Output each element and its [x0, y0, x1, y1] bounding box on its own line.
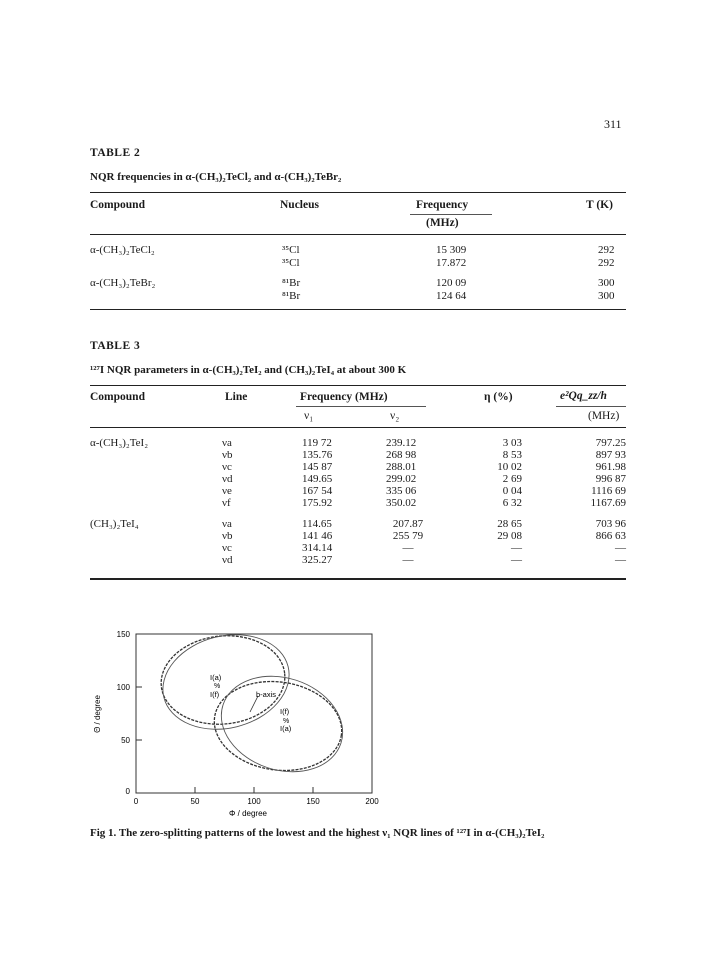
- table3-nu2-1: [386, 437, 416, 509]
- line-label: νa: [222, 437, 232, 449]
- table3-header-frequency: Frequency (MHz): [300, 391, 388, 403]
- table3-nu2-2: [386, 518, 430, 566]
- table2-freq-underline: [410, 214, 492, 215]
- left-loop-f: [153, 628, 299, 742]
- nu1-value: 119 72: [302, 437, 332, 449]
- eta-value: 8 53: [502, 449, 522, 461]
- line-label: νb: [222, 449, 233, 461]
- nu2-value: —: [402, 542, 414, 554]
- table3-nu1-2: [302, 518, 332, 566]
- x-tick-label: 200: [365, 797, 379, 806]
- table2-caption: NQR frequencies in α-(CH₃)₂TeCl₂ and α-(CH₃)₂TeBr₂: [90, 171, 342, 183]
- table3-header-compound: Compound: [90, 391, 145, 403]
- line-label: νa: [222, 518, 232, 530]
- x-tick-label: 100: [247, 797, 261, 806]
- nu1-value: 141 46: [302, 530, 333, 542]
- nu2-value: 335 06: [386, 485, 417, 497]
- table2-temp-2a: 300: [598, 277, 615, 289]
- table2-temp-1a: 292: [598, 244, 615, 256]
- annotation-right-a: I(a): [280, 724, 292, 733]
- nu1-value: 149.65: [302, 473, 333, 485]
- coupling-value: 797.25: [595, 437, 626, 449]
- right-loop-f: [208, 674, 347, 779]
- line-label: νe: [222, 485, 232, 497]
- nu1-value: 325.27: [302, 554, 333, 566]
- eta-value: 2 69: [502, 473, 522, 485]
- table2-freq-1a: 15 309: [436, 244, 467, 256]
- table3-coupling-2: [560, 518, 626, 566]
- table3-coupling-1: [560, 437, 626, 509]
- table2-temp-1b: 292: [598, 257, 615, 269]
- y-tick-label: 100: [116, 683, 130, 692]
- line-label: νd: [222, 473, 233, 485]
- coupling-value: 1116 69: [591, 485, 626, 497]
- table3-coupling-underline: [556, 406, 626, 407]
- eta-value: 10 02: [497, 461, 522, 473]
- annotation-axis: b-axis: [256, 690, 277, 699]
- line-label: νc: [222, 542, 232, 554]
- nu2-value: 299.02: [386, 473, 417, 485]
- nu1-value: 314.14: [302, 542, 333, 554]
- table2-header-nucleus: Nucleus: [280, 199, 319, 211]
- table2-nucleus-1b: ³⁵Cl: [282, 257, 300, 269]
- line-label: νf: [222, 497, 231, 509]
- annotation-right-f: I(f): [280, 707, 290, 716]
- table2-header-temperature: T (K): [586, 199, 613, 211]
- left-loop-a: [157, 630, 290, 730]
- table2-freq-1b: 17.872: [436, 257, 467, 269]
- y-tick-label: 0: [125, 787, 130, 796]
- table3-header-coupling-unit: (MHz): [588, 410, 620, 422]
- table3-compound-2: (CH₃)₂TeI₄: [90, 518, 139, 530]
- annotation-left-f: I(f): [210, 690, 220, 699]
- annotation-right-symbol: %: [283, 718, 290, 725]
- eta-value: 0 04: [502, 485, 522, 497]
- eta-value: 29 08: [497, 530, 522, 542]
- table3-header-nu2: ν₂: [390, 410, 400, 422]
- table2-header-frequency: Frequency: [416, 199, 469, 211]
- figure-caption: Fig 1. The zero-splitting patterns of the lowest and the highest ν₁ NQR lines of ¹²⁷I in α-(CH₃)₂TeI₂: [90, 827, 545, 839]
- table3-freq-underline: [296, 406, 426, 407]
- table3-lines-1: [222, 437, 232, 509]
- table2-bottom-rule: [90, 309, 626, 310]
- table3-header-rule: [90, 427, 626, 428]
- figure-plot: [90, 628, 380, 820]
- table2-title: TABLE 2: [90, 147, 141, 159]
- nu1-value: 135.76: [302, 449, 333, 461]
- line-label: νb: [222, 530, 233, 542]
- x-tick-label: 150: [306, 797, 320, 806]
- table2-temp-2b: 300: [598, 290, 615, 302]
- nu2-value: —: [402, 554, 414, 566]
- nu2-value: 239.12: [386, 437, 417, 449]
- line-label: νd: [222, 554, 233, 566]
- nu1-value: 167 54: [302, 485, 333, 497]
- x-tick-label: 50: [190, 797, 200, 806]
- table2-compound-2: α-(CH₃)₂TeBr₂: [90, 277, 156, 289]
- table3-lines-2: [222, 518, 232, 566]
- table3-eta-2: [474, 518, 522, 566]
- table2-header-frequency-unit: (MHz): [426, 217, 459, 229]
- eta-value: —: [511, 554, 522, 566]
- table2-compound-1: α-(CH₃)₂TeCl₂: [90, 244, 155, 256]
- table3-header-eta: η (%): [484, 391, 513, 403]
- eta-value: 28 65: [497, 518, 522, 530]
- coupling-value: 1167.69: [590, 497, 626, 509]
- annotation-left-a: I(a): [210, 673, 222, 682]
- nu2-value: 268 98: [386, 449, 417, 461]
- y-tick-label: 50: [121, 736, 130, 745]
- table3-top-rule: [90, 385, 626, 386]
- table3-header-coupling: e²Qq_zz/h: [560, 390, 607, 402]
- nu2-value: 255 79: [392, 530, 424, 542]
- table3-eta-1: [474, 437, 522, 509]
- table3-bottom-rule: [90, 578, 626, 580]
- nu2-value: 288.01: [386, 461, 417, 473]
- nu1-value: 175.92: [302, 497, 333, 509]
- table2-top-rule: [90, 192, 626, 193]
- coupling-value: 866 63: [595, 530, 626, 542]
- y-axis-label: Θ / degree: [93, 695, 102, 733]
- eta-value: —: [511, 542, 522, 554]
- nu1-value: 145 87: [302, 461, 333, 473]
- coupling-value: 897 93: [595, 449, 626, 461]
- table2-header-rule: [90, 234, 626, 235]
- nu1-value: 114.65: [302, 518, 332, 530]
- nu2-value: 350.02: [386, 497, 417, 509]
- coupling-value: —: [615, 542, 626, 554]
- page-number: 311: [604, 117, 622, 131]
- table3-header-nu1: ν₁: [304, 410, 314, 422]
- table3-header-line: Line: [225, 391, 248, 403]
- table2-nucleus-2b: ⁸¹Br: [282, 290, 301, 302]
- table3-nu1-1: [302, 437, 332, 509]
- annotation-left-symbol: %: [214, 683, 221, 690]
- table2-freq-2a: 120 09: [436, 277, 467, 289]
- x-tick-label: 0: [133, 797, 139, 806]
- table3-compound-1: α-(CH₃)₂TeI₂: [90, 437, 149, 449]
- nu2-value: 207.87: [392, 518, 424, 530]
- table2-header-compound: Compound: [90, 199, 145, 211]
- coupling-value: 961.98: [595, 461, 626, 473]
- table2-nucleus-2a: ⁸¹Br: [282, 277, 301, 289]
- table3-title: TABLE 3: [90, 340, 141, 352]
- coupling-value: 703 96: [595, 518, 626, 530]
- line-label: νc: [222, 461, 232, 473]
- y-tick-label: 150: [116, 630, 130, 639]
- table3-caption: ¹²⁷I NQR parameters in α-(CH₃)₂TeI₂ and (CH₃)₂TeI₄ at about 300 K: [90, 364, 407, 376]
- table2-freq-2b: 124 64: [436, 290, 467, 302]
- table2-nucleus-1a: ³⁵Cl: [282, 244, 300, 256]
- x-axis-label: Φ / degree: [229, 809, 267, 818]
- coupling-value: 996 87: [595, 473, 626, 485]
- eta-value: 3 03: [502, 437, 522, 449]
- coupling-value: —: [615, 554, 626, 566]
- eta-value: 6 32: [502, 497, 522, 509]
